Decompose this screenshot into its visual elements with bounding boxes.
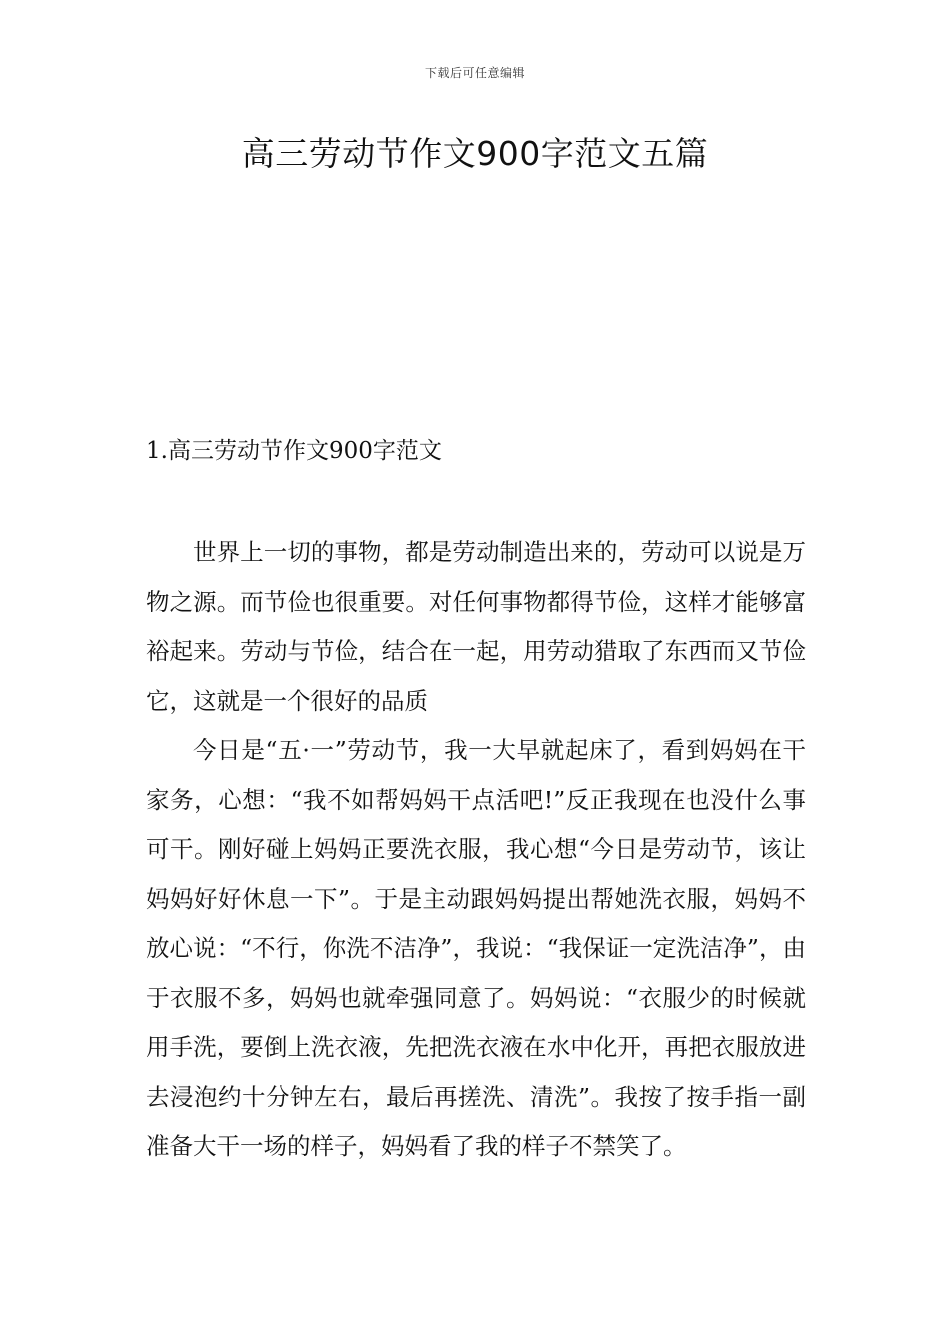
header-note: 下载后可任意编辑 [424, 66, 525, 80]
paragraph: 今日是“五·一”劳动节，我一大早就起床了，看到妈妈在干家务，心想：“我不如帮妈妈干点活吧!”反正我现在也没什么事可干。刚好碰上妈妈正要洗衣服，我心想“今日是劳动节，该让妈妈好好休息一下”。于是主动跟妈妈提出帮她洗衣服，妈妈不放心说：“不行，你洗不洁净”，我说：“我保证一定洗洁净”，由于衣服不多，妈妈也就牵强同意了。妈妈说：“衣服少的时候就用手洗，要倒上洗衣液，先把洗衣液在水中化开，再把衣服放进去浸泡约十分钟左右，最后再搓洗、清洗”。我按了按手指一副准备大干一场的样子，妈妈看了我的样子不禁笑了。 [146, 736, 806, 1160]
paragraph: 世界上一切的事物，都是劳动制造出来的，劳动可以说是万物之源。而节俭也很重要。对任何事物都得节俭，这样才能够富裕起来。劳动与节俭，结合在一起，用劳动猎取了东西而又节俭它，这就是一个很好的品质 [146, 538, 806, 715]
section-body [146, 528, 806, 1172]
document-title: 高三劳动节作文900字范文五篇 [241, 134, 709, 173]
section-heading: 1.高三劳动节作文900字范文 [146, 438, 442, 464]
